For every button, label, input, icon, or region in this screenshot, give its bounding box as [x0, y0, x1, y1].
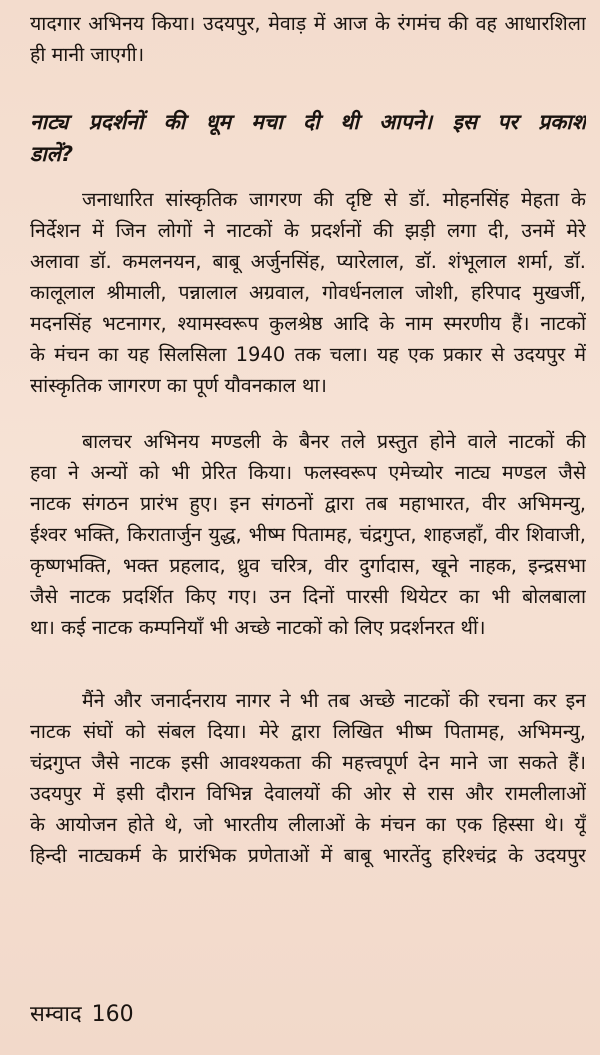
para1-line-2: निर्देशन में जिन लोगों ने नाटकों के प्रदर्शनों की झड़ी लगा दी, उनमें मेरे	[30, 219, 586, 242]
footer-title: सम्वाद	[30, 1002, 82, 1027]
answer-paragraph-1	[30, 184, 586, 401]
para1-line-7: सांस्कृतिक जागरण का पूर्ण यौवनकाल था।	[30, 374, 327, 397]
para2-line-5: कृष्णभक्ति, भक्त प्रहलाद, ध्रुव चरित्र, वीर दुर्गादास, खूने नाहक, इन्द्रसभा	[30, 554, 586, 577]
answer-paragraph-3	[30, 685, 586, 871]
question-line-1: नाट्य प्रदर्शनों की धूम मचा दी थी आपने। इस पर प्रकाश	[30, 110, 586, 134]
para1-line-6: के मंचन का यह सिलसिला 1940 तक चला। यह एक प्रकार से उदयपुर में	[30, 343, 586, 366]
para3-line-3: चंद्रगुप्त जैसे नाटक इसी आवश्यकता की महत्त्वपूर्ण देन माने जा सकते हैं।	[30, 751, 586, 774]
para3-line-5: के आयोजन होते थे, जो भारतीय लीलाओं के मंचन का एक हिस्सा थे। यूँ	[30, 813, 586, 836]
para2-line-2: हवा ने अन्यों को भी प्रेरित किया। फलस्वरूप एमेच्योर नाट्य मण्डल जैसे	[30, 461, 586, 484]
para2-line-3: नाटक संगठन प्रारंभ हुए। इन संगठनों द्वारा तब महाभारत, वीर अभिमन्यु,	[30, 492, 586, 515]
para3-line-2: नाटक संघों को संबल दिया। मेरे द्वारा लिखित भीष्म पितामह, अभिमन्यु,	[30, 720, 586, 743]
question-line-2: डालें?	[30, 142, 74, 166]
para2-line-4: ईश्वर भक्ति, किरातार्जुन युद्ध, भीष्म पितामह, चंद्रगुप्त, शाहजहाँ, वीर शिवाजी,	[30, 523, 586, 546]
para2-line-6: जैसे नाटक प्रदर्शित किए गए। उन दिनों पारसी थियेटर का भी बोलबाला	[30, 585, 586, 608]
para2-line-7: था। कई नाटक कम्पनियाँ भी अच्छे नाटकों को लिए प्रदर्शनरत थीं।	[30, 616, 486, 639]
intro-paragraph	[30, 8, 586, 70]
para1-line-3: अलावा डॉ. कमलनयन, बाबू अर्जुनसिंह, प्यारेलाल, डॉ. शंभूलाल शर्मा, डॉ.	[30, 250, 586, 273]
intro-line-2: ही मानी जाएगी।	[30, 43, 145, 66]
para3-line-6: हिन्दी नाट्यकर्म के प्रारंभिक प्रणेताओं में बाबू भारतेंदु हरिश्चंद्र के उदयपुर	[30, 844, 586, 867]
page-number: 160	[91, 1002, 134, 1027]
intro-line-1: यादगार अभिनय किया। उदयपुर, मेवाड़ में आज के रंगमंच की वह आधारशिला	[30, 12, 586, 35]
para3-line-4: उदयपुर में इसी दौरान विभिन्न देवालयों की ओर से रास और रामलीलाओं	[30, 782, 586, 805]
para1-line-4: कालूलाल श्रीमाली, पन्नालाल अग्रवाल, गोवर्धनलाल जोशी, हरिपाद मुखर्जी,	[30, 281, 586, 304]
para3-line-1: मैंने और जनार्दनराय नागर ने भी तब अच्छे नाटकों की रचना कर इन	[82, 689, 586, 712]
interview-question	[30, 106, 586, 170]
page-footer	[30, 1000, 134, 1030]
para2-line-1: बालचर अभिनय मण्डली के बैनर तले प्रस्तुत होने वाले नाटकों की	[82, 430, 586, 453]
para1-line-1: जनाधारित सांस्कृतिक जागरण की दृष्टि से डॉ. मोहनसिंह मेहता के	[82, 188, 586, 211]
para1-line-5: मदनसिंह भटनागर, श्यामस्वरूप कुलश्रेष्ठ आदि के नाम स्मरणीय हैं। नाटकों	[30, 312, 586, 335]
answer-paragraph-2	[30, 426, 586, 643]
